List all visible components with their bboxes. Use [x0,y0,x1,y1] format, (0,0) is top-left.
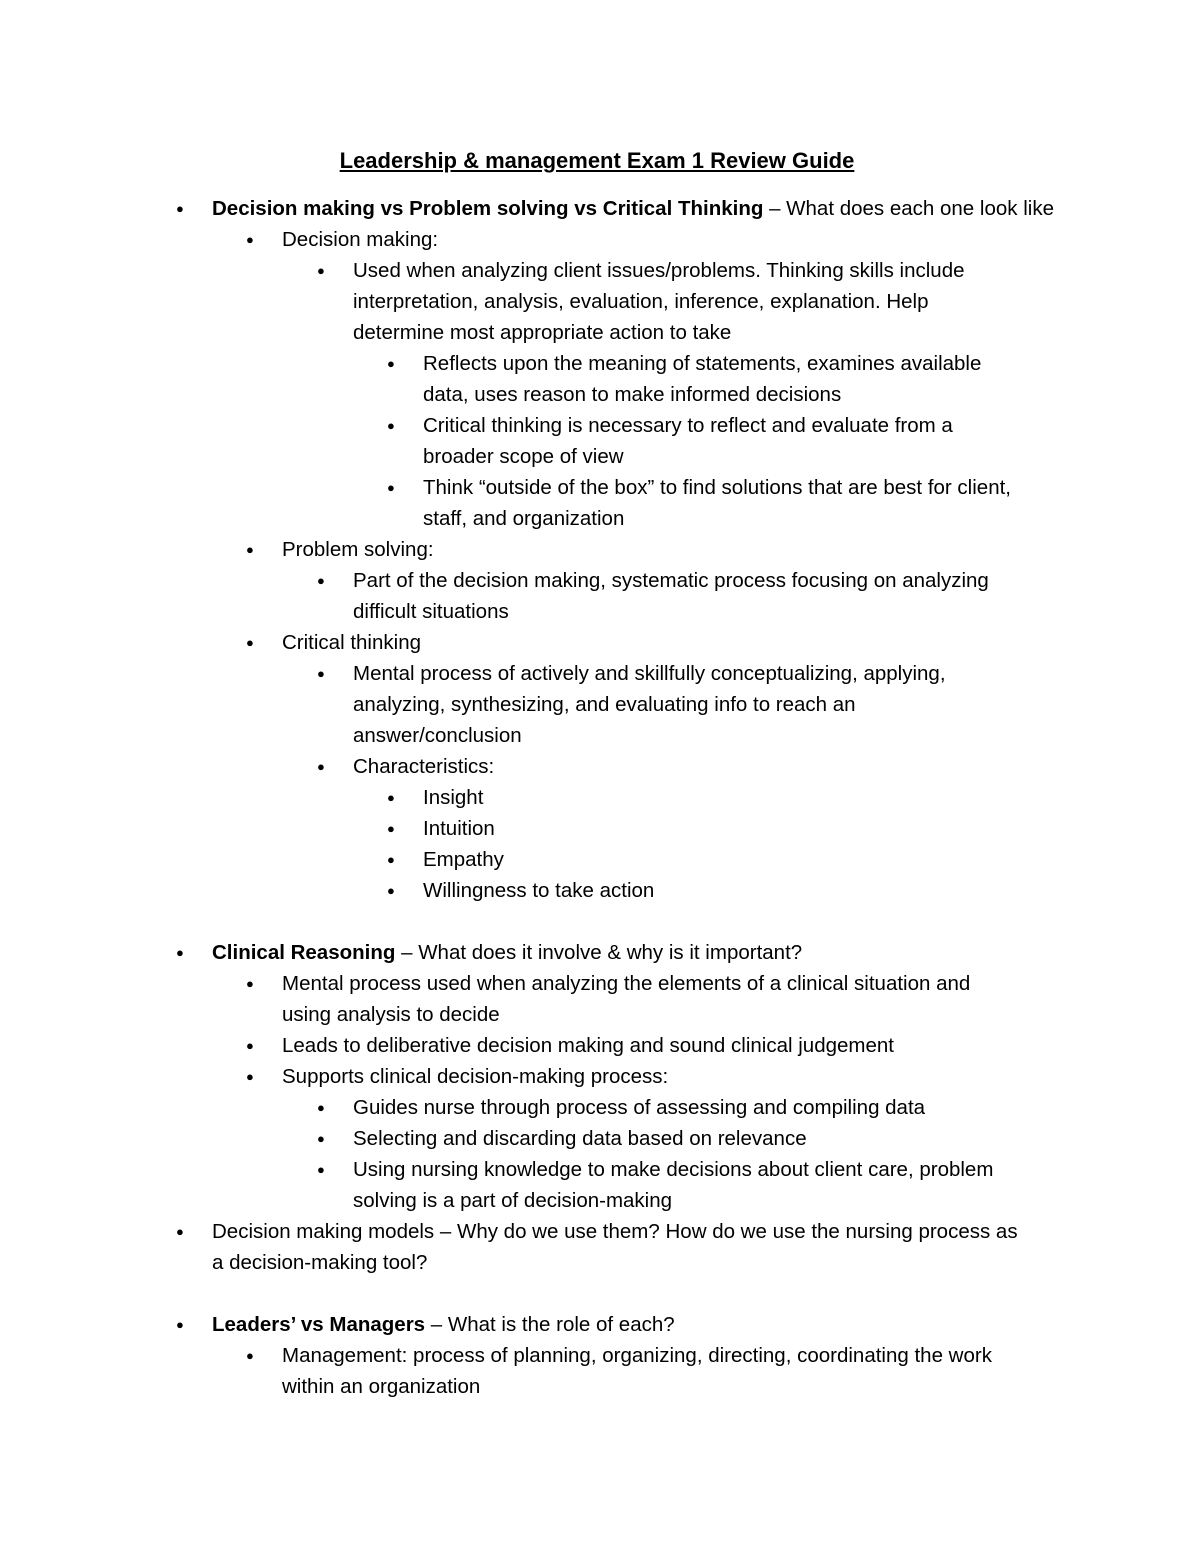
list-item-used-when: ● Used when analyzing client issues/problems. Thinking skills include [0,255,1200,286]
bullet-icon: ● [176,1317,184,1332]
section-question: – What is the role of each? [425,1313,675,1336]
bullet-icon: ● [317,759,325,774]
list-item-continuation: a decision-making tool? [212,1251,428,1274]
section-clinical-reasoning [0,937,1200,968]
spacer [0,1278,1200,1309]
list-item-continuation: difficult situations [353,600,509,623]
bullet-icon: ● [317,1100,325,1115]
bullet-icon: ● [317,1131,325,1146]
list-item-characteristics: ● Characteristics: [0,751,1200,782]
list-item-continuation: within an organization [282,1375,481,1398]
list-item-mental-process: ● Mental process of actively and skillfully conceptualizing, applying, [0,658,1200,689]
list-item-think-outside: ● Think “outside of the box” to find solutions that are best for client, [0,472,1200,503]
list-item-characteristic: ● Willingness to take action [0,875,1200,906]
bullet-icon: ● [246,232,254,247]
bullet-icon: ● [176,945,184,960]
list-item-characteristic: ● Insight [0,782,1200,813]
list-item-continuation: answer/conclusion [353,724,522,747]
list-item-characteristic: ● Intuition [0,813,1200,844]
bullet-icon: ● [317,263,325,278]
bullet-icon: ● [387,852,395,867]
list-item-reflects: ● Reflects upon the meaning of statements, examines available [0,348,1200,379]
bullet-icon: ● [387,418,395,433]
list-item-continuation: broader scope of view [423,445,624,468]
spacer [0,906,1200,937]
list-item-decision-making: ● Decision making: [0,224,1200,255]
page-title: Leadership & management Exam 1 Review Guide [339,148,855,173]
list-item-continuation: data, uses reason to make informed decisions [423,383,842,406]
list-item-continuation: interpretation, analysis, evaluation, inference, explanation. Help [353,290,929,313]
list-item-leads-to: ● Leads to deliberative decision making and sound clinical judgement [0,1030,1200,1061]
bullet-icon: ● [246,1348,254,1363]
bullet-icon: ● [176,201,184,216]
review-outline [0,193,1200,1402]
list-item-critical-thinking: ● Critical thinking [0,627,1200,658]
list-item-characteristic: ● Empathy [0,844,1200,875]
section-heading: Clinical Reasoning [212,941,396,964]
bullet-icon: ● [246,976,254,991]
list-item-guides: ● Guides nurse through process of assessing and compiling data [0,1092,1200,1123]
list-item-selecting: ● Selecting and discarding data based on relevance [0,1123,1200,1154]
list-item-using-knowledge: ● Using nursing knowledge to make decisions about client care, problem [0,1154,1200,1185]
list-item-continuation: staff, and organization [423,507,625,530]
bullet-icon: ● [387,480,395,495]
section-heading: Leaders’ vs Managers [212,1313,426,1336]
list-item-supports: ● Supports clinical decision-making process: [0,1061,1200,1092]
list-item-management: ● Management: process of planning, organizing, directing, coordinating the work [0,1340,1200,1371]
bullet-icon: ● [246,635,254,650]
list-item-continuation: solving is a part of decision-making [353,1189,673,1212]
list-item-continuation: using analysis to decide [282,1003,500,1026]
bullet-icon: ● [246,1069,254,1084]
bullet-icon: ● [387,883,395,898]
bullet-icon: ● [387,356,395,371]
section-question: – What does each one look like [763,197,1054,220]
list-item-part-of: ● Part of the decision making, systematic process focusing on analyzing [0,565,1200,596]
bullet-icon: ● [246,1038,254,1053]
bullet-icon: ● [387,821,395,836]
list-item-continuation: determine most appropriate action to take [353,321,732,344]
bullet-icon: ● [317,1162,325,1177]
section-decision-making-models: ● Decision making models – Why do we use them? How do we use the nursing process as [0,1216,1200,1247]
section-heading: Decision making vs Problem solving vs Critical Thinking [212,197,764,220]
bullet-icon: ● [317,573,325,588]
list-item-mental-process: ● Mental process used when analyzing the elements of a clinical situation and [0,968,1200,999]
list-item-critical-necessary: ● Critical thinking is necessary to reflect and evaluate from a [0,410,1200,441]
section-leaders-vs-managers [0,1309,1200,1340]
bullet-icon: ● [246,542,254,557]
section-decision-vs-problem-vs-critical [0,193,1200,224]
bullet-icon: ● [387,790,395,805]
list-item-problem-solving: ● Problem solving: [0,534,1200,565]
list-item-continuation: analyzing, synthesizing, and evaluating info to reach an [353,693,856,716]
bullet-icon: ● [176,1224,184,1239]
bullet-icon: ● [317,666,325,681]
section-question: – What does it involve & why is it important? [395,941,803,964]
